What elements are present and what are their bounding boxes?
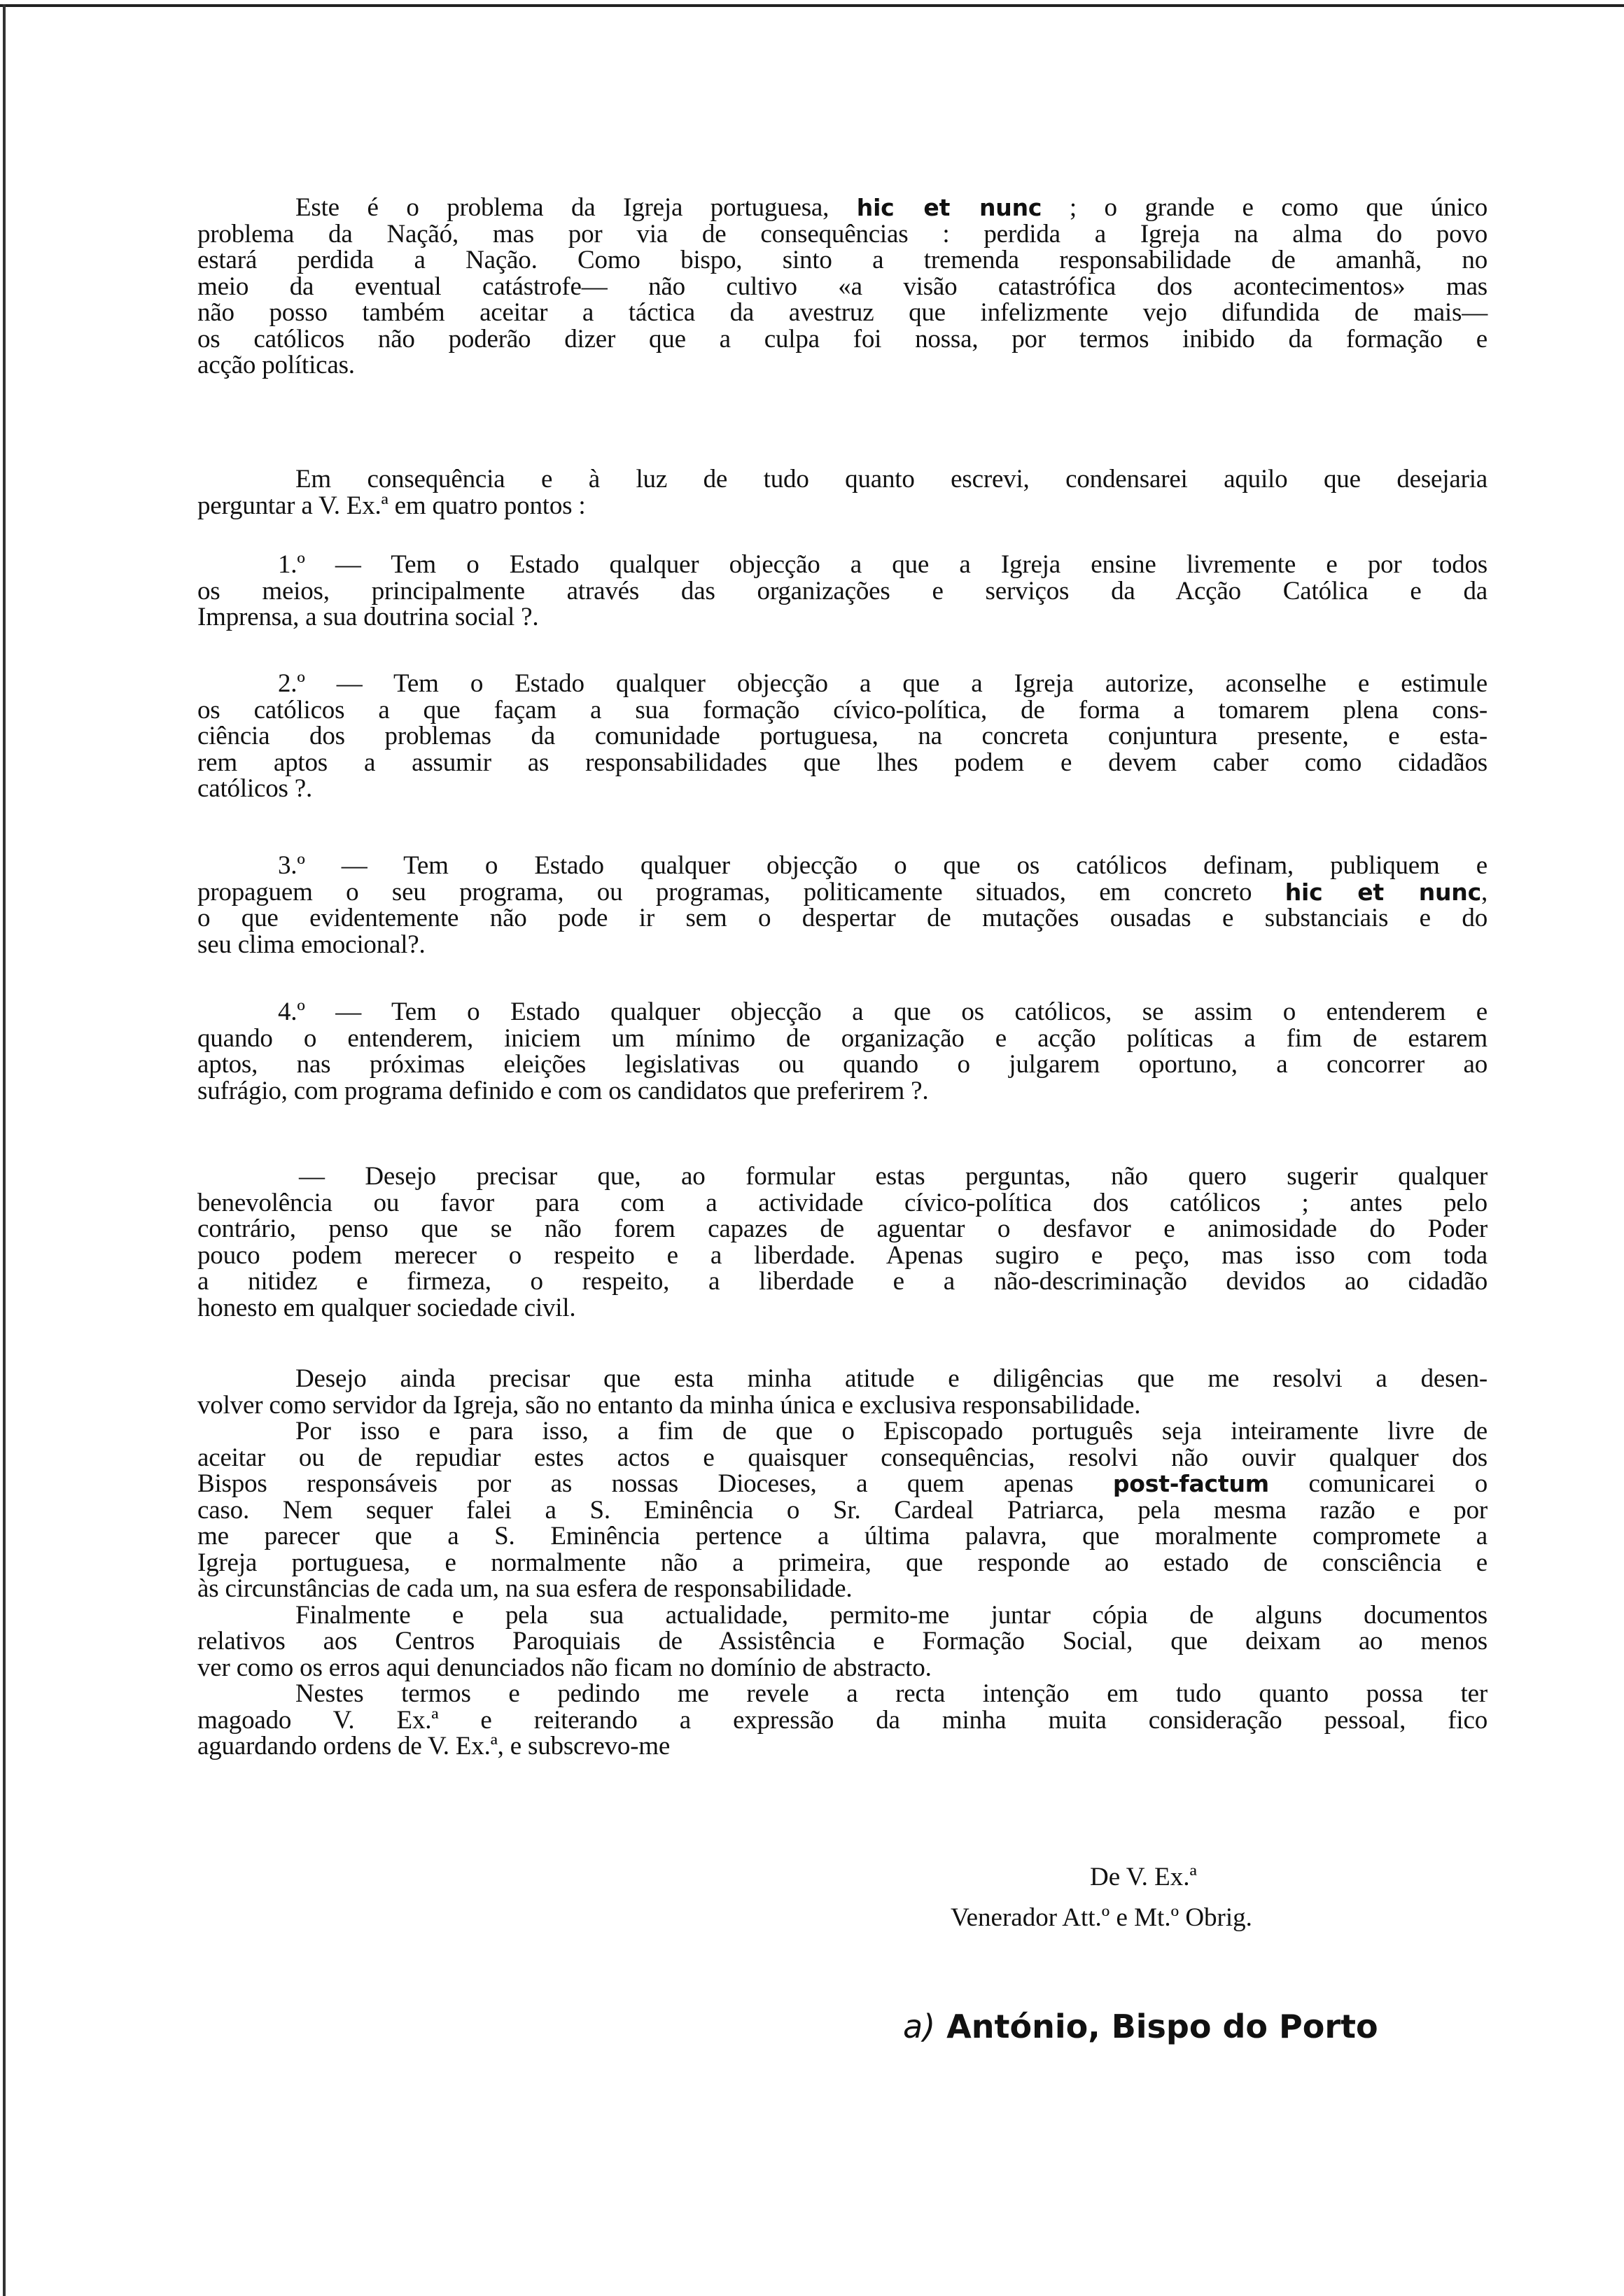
text-segment: rem aptos a assumir as responsabilidades que lhes podem e devem caber como cidadãos bbox=[197, 748, 1488, 777]
text-segment: ciência dos problemas da comunidade portuguesa, na concreta conjuntura presente, e esta- bbox=[197, 722, 1488, 750]
paragraph-clarification bbox=[197, 1163, 1488, 1321]
text-line bbox=[197, 1023, 1488, 1053]
text-line bbox=[197, 1655, 1488, 1681]
paragraph-problem bbox=[197, 195, 1488, 379]
text-segment: Nestes termos e pedindo me revele a recta intenção em tudo quanto possa ter bbox=[295, 1679, 1488, 1708]
closing-salutation: De V. Ex.ª bbox=[1090, 1863, 1197, 1891]
text-line bbox=[197, 300, 1488, 326]
text-segment: não posso também aceitar a táctica da avestruz que infelizmente vejo difundida de mais— bbox=[197, 298, 1488, 327]
text-line bbox=[197, 274, 1488, 300]
text-line bbox=[197, 466, 1488, 493]
text-segment: Em consequência e à luz de tudo quanto escrevi, condensarei aquilo que desejaria bbox=[295, 465, 1488, 493]
text-line bbox=[197, 671, 1488, 697]
text-line bbox=[197, 1550, 1488, 1576]
text-segment: Por isso e para isso, a fim de que o Episcopado português seja inteiramente livre de bbox=[295, 1417, 1488, 1446]
text-line bbox=[197, 1445, 1488, 1471]
text-line bbox=[197, 1576, 1488, 1602]
text-line bbox=[197, 905, 1488, 932]
text-segment: sufrágio, com programa definido e com os candidatos que preferirem ?. bbox=[197, 1076, 929, 1105]
text-segment: acção políticas. bbox=[197, 351, 355, 379]
text-segment: Finalmente e pela sua actualidade, permito-me juntar cópia de alguns documentos bbox=[295, 1600, 1488, 1630]
scan-border-top bbox=[0, 4, 1624, 7]
text-segment: pouco podem merecer o respeito e a liberdade. Apenas sugiro e peço, mas isso com toda bbox=[197, 1240, 1488, 1270]
text-segment: estará perdida a Nação. Como bispo, sinto a tremenda responsabilidade de amanhã, no bbox=[197, 246, 1488, 274]
text-line bbox=[197, 697, 1488, 724]
signature bbox=[903, 2008, 1378, 2045]
text-line bbox=[197, 1216, 1488, 1242]
paragraph-point-1 bbox=[197, 552, 1488, 631]
text-line bbox=[197, 723, 1488, 750]
text-line bbox=[197, 1681, 1488, 1707]
text-segment: a nitidez e firmeza, o respeito, a liberdade e a não-descriminação devidos ao cidadão bbox=[197, 1267, 1488, 1296]
text-segment: 4.º — Tem o Estado qualquer objecção a que os católicos, se assim o entenderem e bbox=[278, 997, 1488, 1026]
text-line bbox=[197, 247, 1488, 274]
closing-formula: Venerador Att.º e Mt.º Obrig. bbox=[951, 1903, 1252, 1932]
text-segment: problema da Naçãó, mas por via de consequências : perdida a Igreja na alma do povo bbox=[197, 219, 1488, 248]
text-line bbox=[197, 1733, 1488, 1760]
text-line bbox=[197, 1268, 1488, 1295]
text-segment: Imprensa, a sua doutrina social ?. bbox=[197, 603, 539, 631]
text-line bbox=[197, 776, 1488, 802]
text-line bbox=[197, 1523, 1488, 1550]
text-line bbox=[197, 1190, 1488, 1217]
text-segment: ver como os erros aqui denunciados não ficam no domínio de abstracto. bbox=[197, 1653, 932, 1682]
text-line bbox=[197, 604, 1488, 631]
text-line bbox=[197, 1497, 1488, 1524]
text-segment: os católicos não poderão dizer que a culpa foi nossa, por termos inibido da formação e bbox=[197, 324, 1488, 354]
text-line bbox=[197, 1392, 1488, 1419]
text-segment: quando o entenderem, iniciem um mínimo de organização e acção políticas a fim de estarem bbox=[197, 1023, 1488, 1053]
text-segment: — Desejo precisar que, ao formular estas perguntas, não quero sugerir qualquer bbox=[299, 1162, 1488, 1191]
text-segment: os católicos a que façam a sua formação cívico-política, de forma a tomarem plena cons- bbox=[197, 695, 1488, 724]
text-segment: meio da eventual catástrofe— não cultivo «a visão catastrófica dos acontecimentos» mas bbox=[197, 272, 1488, 301]
text-segment: 1.º — Tem o Estado qualquer objecção a que a Igreja ensine livremente e por todos bbox=[278, 550, 1488, 579]
text-segment: volver como servidor da Igreja, são no entanto da minha única e exclusiva responsabilidade. bbox=[197, 1390, 1141, 1420]
text-segment: seu clima emocional?. bbox=[197, 930, 426, 959]
text-segment: aptos, nas próximas eleições legislativas ou quando o julgarem oportuno, a concorrer ao bbox=[197, 1050, 1488, 1079]
paragraph-point-3 bbox=[197, 853, 1488, 958]
text-line bbox=[197, 195, 1488, 221]
text-segment: aceitar ou de repudiar estes actos e quaisquer consequências, resolvi não ouvir qualquer dos bbox=[197, 1443, 1488, 1472]
paragraph-point-4 bbox=[197, 999, 1488, 1104]
text-line bbox=[197, 750, 1488, 776]
text-line bbox=[197, 493, 1488, 519]
text-segment: magoado V. Ex.ª e reiterando a expressão da minha muita consideração pessoal, fico bbox=[197, 1705, 1488, 1735]
paragraph-responsibility bbox=[197, 1366, 1488, 1760]
text-segment: ; o grande e como que único bbox=[1042, 193, 1488, 222]
text-line bbox=[197, 578, 1488, 605]
text-segment: às circunstâncias de cada um, na sua esfera de responsabilidade. bbox=[197, 1574, 853, 1603]
text-line bbox=[197, 221, 1488, 248]
text-line bbox=[197, 879, 1488, 906]
text-line bbox=[197, 326, 1488, 353]
text-segment: Desejo ainda precisar que esta minha atitude e diligências que me resolvi a desen- bbox=[295, 1364, 1488, 1393]
text-line bbox=[197, 1295, 1488, 1322]
signature-name: António, Bispo do Porto bbox=[946, 2008, 1378, 2045]
text-line bbox=[197, 1471, 1488, 1497]
text-segment: aguardando ordens de V. Ex.ª, e subscrevo-me bbox=[197, 1732, 671, 1760]
text-line bbox=[197, 853, 1488, 879]
text-segment: Igreja portuguesa, e normalmente não a primeira, que responde ao estado de consciência e bbox=[197, 1548, 1488, 1577]
text-line bbox=[197, 1707, 1488, 1734]
scan-border-left bbox=[3, 4, 6, 2296]
text-segment: propaguem o seu programa, ou programas, politicamente situados, em concreto bbox=[197, 877, 1285, 906]
text-segment: benevolência ou favor para com a actividade cívico-política dos católicos ; antes pelo bbox=[197, 1188, 1488, 1217]
text-segment: Este é o problema da Igreja portuguesa, bbox=[295, 193, 857, 222]
text-line bbox=[197, 932, 1488, 958]
text-line bbox=[197, 1418, 1488, 1445]
text-segment: honesto em qualquer sociedade civil. bbox=[197, 1293, 576, 1322]
text-line bbox=[197, 1628, 1488, 1655]
text-segment: caso. Nem sequer falei a S. Eminência o Sr. Cardeal Patriarca, pela mesma razão e por bbox=[197, 1495, 1488, 1525]
text-line bbox=[197, 352, 1488, 379]
text-line bbox=[197, 1078, 1488, 1105]
text-line bbox=[197, 552, 1488, 578]
emphasis-text: hic et nunc bbox=[856, 194, 1042, 221]
text-line bbox=[197, 1163, 1488, 1190]
text-segment: relativos aos Centros Paroquiais de Assistência e Formação Social, que deixam ao menos bbox=[197, 1627, 1488, 1656]
text-segment: comunicarei o bbox=[1268, 1469, 1488, 1498]
text-segment: os meios, principalmente através das organizações e serviços da Acção Católica e da bbox=[197, 576, 1488, 606]
text-segment: me parecer que a S. Eminência pertence a última palavra, que moralmente compromete a bbox=[197, 1522, 1488, 1550]
signature-prefix: a) bbox=[903, 2008, 936, 2045]
text-segment: 3.º — Tem o Estado qualquer objecção o que os católicos definam, publiquem e bbox=[278, 851, 1488, 880]
text-segment: 2.º — Tem o Estado qualquer objecção a que a Igreja autorize, aconselhe e estimule bbox=[278, 669, 1488, 698]
text-segment: perguntar a V. Ex.ª em quatro pontos : bbox=[197, 491, 586, 520]
text-line bbox=[197, 1366, 1488, 1392]
text-segment: o que evidentemente não pode ir sem o despertar de mutações ousadas e substanciais e do bbox=[197, 904, 1488, 932]
paragraph-consequence bbox=[197, 466, 1488, 519]
emphasis-text: hic et nunc bbox=[1284, 878, 1481, 906]
text-segment: , bbox=[1480, 877, 1488, 906]
text-line bbox=[197, 1051, 1488, 1078]
text-segment: contrário, penso que se não forem capazes de aguentar o desfavor e animosidade do Poder bbox=[197, 1214, 1488, 1243]
paragraph-point-2 bbox=[197, 671, 1488, 802]
text-segment: Bispos responsáveis por as nossas Dioceses, a quem apenas bbox=[197, 1469, 1113, 1498]
text-segment: católicos ?. bbox=[197, 774, 313, 803]
text-line bbox=[197, 999, 1488, 1026]
text-line bbox=[197, 1242, 1488, 1269]
emphasis-text: post-factum bbox=[1112, 1470, 1269, 1497]
text-line bbox=[197, 1602, 1488, 1629]
